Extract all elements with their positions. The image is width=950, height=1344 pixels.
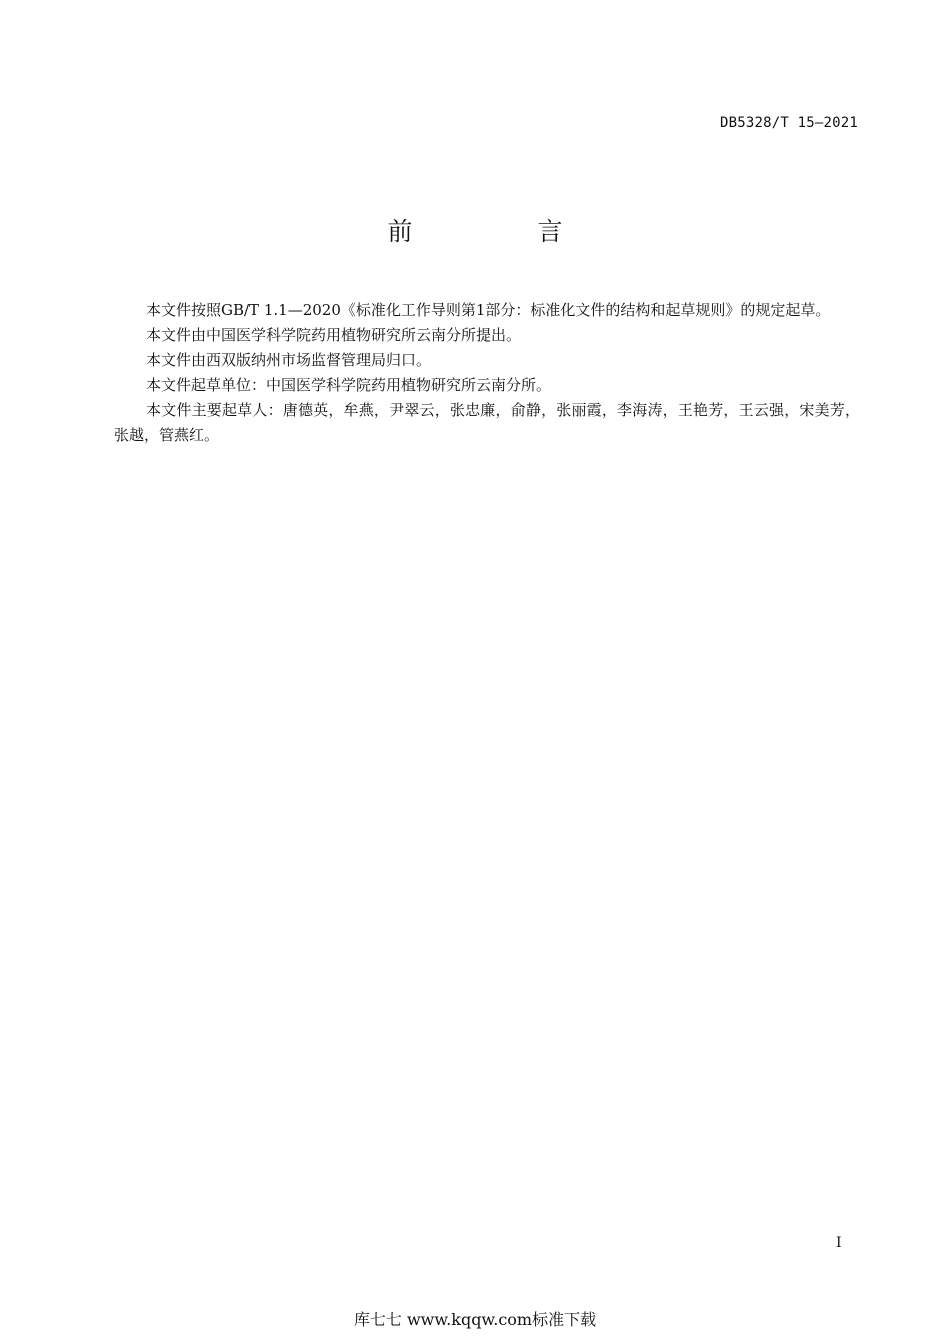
paragraph-proposer: 本文件由中国医学科学院药用植物研究所云南分所提出。 [146, 326, 522, 344]
paragraph-drafters: 本文件主要起草人：唐德英，牟燕，尹翠云，张忠廉，俞静，张丽霞，李海涛，王艳芳，王云强，宋美芳，张越，管燕红。 [114, 401, 860, 444]
page-title: 前 言 [387, 217, 613, 246]
footer-watermark: 库七七 www.kqqw.com标准下载 [353, 1310, 597, 1329]
document-code: DB5328/T 15—2021 [719, 115, 858, 131]
paragraph-standard-basis: 本文件按照GB/T 1.1—2020《标准化工作导则第1部分：标准化文件的结构和起草规则》的规定起草。 [146, 301, 831, 319]
page-number: I [836, 1235, 842, 1251]
paragraph-drafting-unit: 本文件起草单位：中国医学科学院药用植物研究所云南分所。 [146, 376, 552, 394]
paragraph-administrator: 本文件由西双版纳州市场监督管理局归口。 [146, 351, 432, 369]
foreword-body [114, 298, 860, 448]
